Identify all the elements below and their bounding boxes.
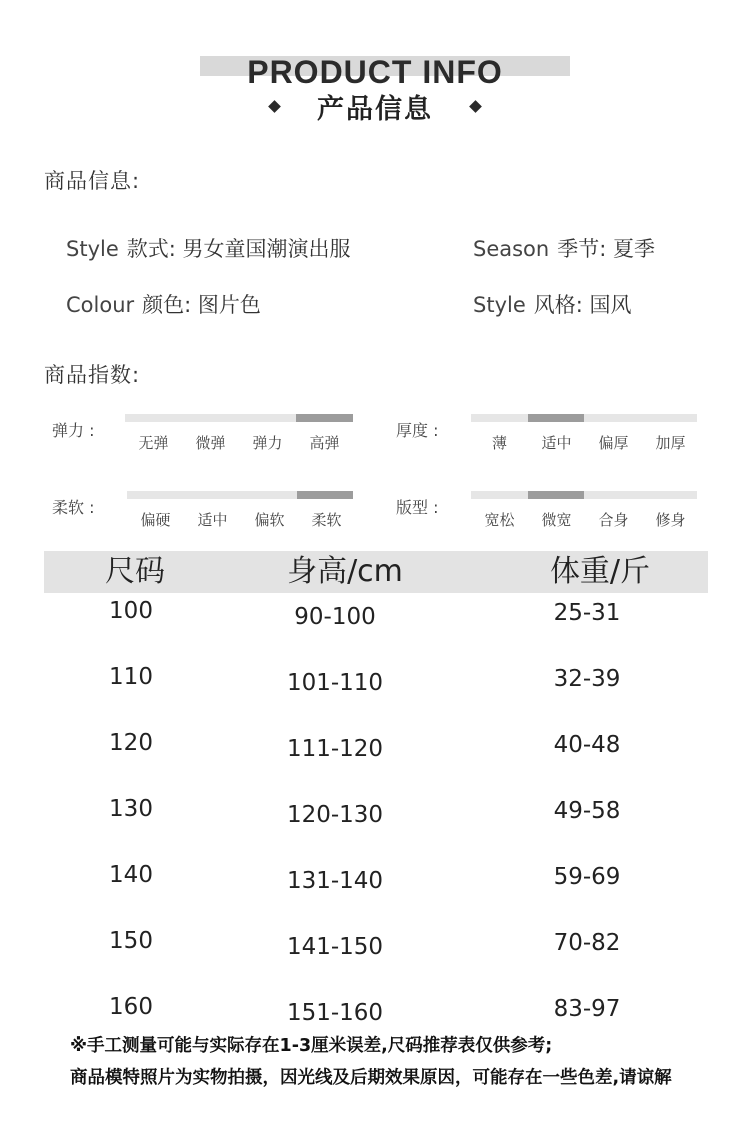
index-option: 微弹 — [195, 434, 226, 452]
info-label-en: Style — [66, 237, 119, 261]
measurement-note: ※手工测量可能与实际存在1-3厘米误差,尺码推荐表仅供参考; — [70, 1036, 553, 1056]
index-option: 修身 — [655, 511, 686, 529]
info-value: 夏季 — [612, 237, 655, 261]
index-option: 宽松 — [484, 511, 515, 529]
table-cell-height: 131-140 — [286, 868, 384, 894]
info-label-cn: 季节 — [557, 237, 600, 261]
page-title: PRODUCT INFO — [247, 54, 503, 90]
info-label-cn: 款式 — [126, 237, 169, 261]
index-fill — [297, 491, 354, 499]
index-option: 弹力 — [252, 434, 283, 452]
size-table-header-size: 尺码 — [105, 554, 165, 589]
table-cell-weight: 32-39 — [553, 666, 621, 692]
info-fashion-style: Style 风格: 国风 — [473, 293, 632, 317]
index-label-softness: 柔软 : — [52, 498, 95, 517]
index-option: 薄 — [491, 434, 507, 452]
table-cell-size: 120 — [109, 730, 153, 756]
table-cell-size: 130 — [109, 796, 153, 822]
table-cell-size: 150 — [109, 928, 153, 954]
table-cell-height: 101-110 — [286, 670, 384, 696]
index-options-fit — [471, 509, 699, 530]
size-table-header-height: 身高/cm — [287, 554, 403, 589]
index-option: 合身 — [598, 511, 629, 529]
index-option: 柔软 — [311, 511, 342, 529]
index-options-thickness — [471, 432, 699, 453]
table-cell-height: 120-130 — [286, 802, 384, 828]
table-cell-height: 111-120 — [286, 736, 384, 762]
table-cell-weight: 25-31 — [553, 600, 621, 626]
table-cell-size: 160 — [109, 994, 153, 1020]
color-disclaimer-note: 商品模特照片为实物拍摄，因光线及后期效果原因，可能存在一些色差,请谅解 — [70, 1068, 672, 1088]
index-track-elasticity — [125, 414, 353, 422]
index-track-fit — [471, 491, 697, 499]
index-fill — [528, 491, 585, 499]
info-value: 男女童国潮演出服 — [182, 237, 351, 261]
index-option: 适中 — [541, 434, 572, 452]
diamond-icon — [469, 100, 482, 113]
index-fill — [528, 414, 585, 422]
table-cell-weight: 40-48 — [553, 732, 621, 758]
index-option: 适中 — [197, 511, 228, 529]
page-subtitle: 产品信息 — [317, 93, 433, 125]
table-cell-size: 100 — [109, 598, 153, 624]
product-info-heading: 商品信息: — [44, 169, 141, 193]
index-label-fit: 版型 : — [396, 498, 439, 517]
index-track-thickness — [471, 414, 697, 422]
index-options-elasticity — [125, 432, 353, 453]
table-cell-weight: 83-97 — [553, 996, 621, 1022]
index-option: 偏硬 — [140, 511, 171, 529]
info-style: Style 款式: 男女童国潮演出服 — [66, 237, 351, 261]
index-track-softness — [127, 491, 353, 499]
index-option: 偏厚 — [598, 434, 629, 452]
index-option: 偏软 — [254, 511, 285, 529]
table-cell-height: 141-150 — [286, 934, 384, 960]
info-label-cn: 颜色 — [142, 293, 185, 317]
index-option: 高弹 — [309, 434, 340, 452]
index-option: 无弹 — [138, 434, 169, 452]
index-label-elasticity: 弹力 : — [52, 421, 95, 440]
table-cell-size: 110 — [109, 664, 153, 690]
product-index-heading: 商品指数: — [44, 363, 141, 387]
table-cell-size: 140 — [109, 862, 153, 888]
table-cell-weight: 70-82 — [553, 930, 621, 956]
info-colour: Colour 颜色: 图片色 — [66, 293, 261, 317]
info-value: 图片色 — [197, 293, 261, 317]
info-label-en: Style — [473, 293, 526, 317]
info-season: Season 季节: 夏季 — [473, 237, 655, 261]
info-value: 国风 — [589, 293, 632, 317]
index-label-thickness: 厚度 : — [396, 421, 439, 440]
info-label-cn: 风格 — [533, 293, 576, 317]
index-option: 加厚 — [655, 434, 686, 452]
subtitle-row — [0, 86, 750, 126]
diamond-icon — [268, 100, 281, 113]
info-label-en: Season — [473, 237, 550, 261]
size-table-header-weight: 体重/斤 — [549, 554, 651, 589]
table-cell-weight: 59-69 — [553, 864, 621, 890]
index-fill — [296, 414, 353, 422]
table-cell-weight: 49-58 — [553, 798, 621, 824]
index-options-softness — [127, 509, 355, 530]
table-cell-height: 151-160 — [286, 1000, 384, 1026]
index-option: 微宽 — [541, 511, 572, 529]
table-cell-height: 90-100 — [294, 604, 376, 630]
info-label-en: Colour — [66, 293, 135, 317]
